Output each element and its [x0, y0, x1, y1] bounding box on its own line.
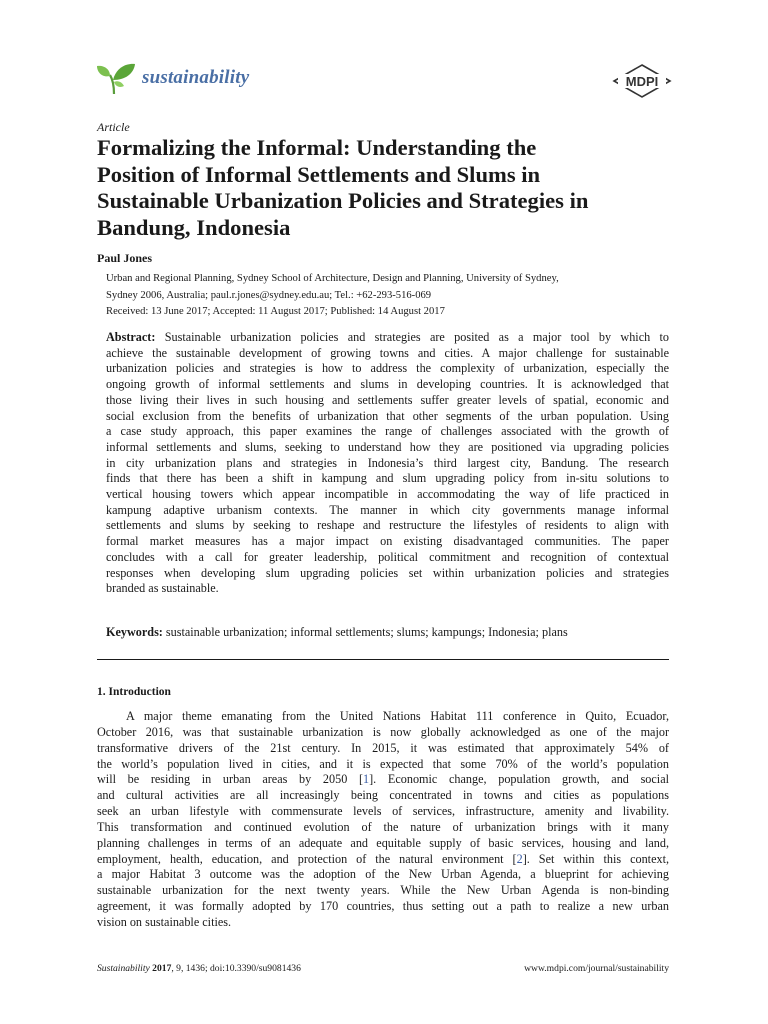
body-line: A major theme emanating from the United Nations Habitat 111 conference in Quito, Ecuador, — [126, 709, 669, 723]
footer-year: 2017 — [152, 963, 172, 974]
body-line: This transformation and continued evolution of the nature of urbanization brings with it many — [97, 819, 669, 834]
introduction-body — [97, 709, 669, 931]
body-line: a major Habitat 3 outcome was the adoption of the New Urban Agenda, a blueprint for achieving — [97, 867, 669, 882]
abstract-line: branded as sustainable. — [106, 581, 219, 596]
abstract-line: social exclusion from the benefits of urbanization that other segments of the urban population. Using — [106, 408, 669, 423]
leaf-sprout-icon — [96, 60, 136, 96]
section-heading: 1. Introduction — [97, 686, 171, 698]
title-line: Bandung, Indonesia — [97, 214, 291, 240]
abstract — [106, 330, 669, 597]
footer-citation — [97, 963, 301, 974]
body-line: and cultural activities are all increasingly being concentrated in towns and cities as populations — [97, 788, 669, 803]
body-line — [97, 772, 669, 788]
title-line: Formalizing the Informal: Understanding the — [97, 135, 537, 160]
affiliation-line: Sydney 2006, Australia; paul.r.jones@sydney.edu.au; Tel.: +62-293-516-069 — [106, 290, 432, 301]
keywords — [106, 625, 669, 640]
abstract-line — [106, 330, 669, 346]
article-title — [97, 135, 677, 241]
abstract-line: concludes with a call for greater leadership, political commitment and recognition of contextual — [106, 549, 669, 564]
abstract-line: settlements and slums by seeking to reshape and restructure the lifestyles of residents to align with — [106, 518, 669, 533]
journal-name: sustainability — [142, 67, 250, 88]
keywords-text: sustainable urbanization; informal settlements; slums; kampungs; Indonesia; plans — [162, 625, 568, 639]
abstract-line: achieve the sustainable development of growing towns and cities. A major challenge for sustainable — [106, 345, 669, 360]
abstract-line: a case study approach, this paper examines the range of challenges associated with the growth of — [106, 424, 669, 439]
abstract-text: Sustainable urbanization policies and strategies are posited as a major tool by which to — [155, 330, 669, 344]
footer-url[interactable]: www.mdpi.com/journal/sustainability — [524, 963, 669, 974]
abstract-line: those living their lives in such housing and settlements suffer greater levels of spatial, economic and — [106, 392, 669, 407]
mdpi-logo — [612, 64, 672, 98]
body-line: vision on sustainable cities. — [97, 914, 232, 929]
abstract-line: urbanization policies and strategies is how to address the complexity of urbanization, especially the — [106, 361, 669, 376]
body-line: October 2016, was that sustainable urbanization is now globally acknowledged as one of the major — [97, 724, 669, 739]
abstract-line: in city urbanization plans and strategies in Indonesia’s third largest city, Bandung. The research — [106, 455, 669, 470]
keywords-label: Keywords: — [106, 625, 163, 639]
abstract-line: kampung adaptive urbanism contexts. The manner in which city governments manage informal — [106, 502, 669, 517]
body-line: seek an urban lifestyle with commensurate levels of services, infrastructure, amenity and livability. — [97, 804, 669, 819]
body-line — [97, 852, 669, 868]
abstract-line: informal settlements and slums, seeking to understand how they are positioned via upgrading policies — [106, 439, 669, 454]
body-line: agreement, it was formally adopted by 170 countries, thus setting out a path to realize a new urban — [97, 899, 669, 914]
abstract-line: finds that there has been a shift in kampung and slum upgrading policy from in-situ solutions to — [106, 471, 669, 486]
title-line: Position of Informal Settlements and Slums in — [97, 161, 541, 187]
footer-citation-rest: , 9, 1436; doi:10.3390/su9081436 — [171, 963, 301, 974]
publisher-name: MDPI — [625, 74, 659, 89]
body-line: transformative drivers of the 21st century. In 2015, it was estimated that approximately 54% of — [97, 740, 669, 755]
body-line: sustainable urbanization for the next twenty years. While the New Urban Agenda is non-binding — [97, 883, 669, 898]
abstract-label: Abstract: — [106, 330, 156, 344]
journal-logo — [96, 60, 249, 96]
affiliation-line: Urban and Regional Planning, Sydney School of Architecture, Design and Planning, University of Sydney, — [106, 273, 559, 284]
citation-link[interactable]: 2 — [516, 851, 523, 866]
body-text-segment: ]. Set within this context, — [522, 851, 670, 866]
body-text-segment: will be residing in urban areas by 2050 [ — [97, 772, 364, 787]
abstract-line: ongoing growth of informal settlements and slums in developing countries. It is acknowledged that — [106, 377, 669, 392]
body-line: planning challenges in terms of an adequate and equitable supply of basic services, housing and land, — [97, 835, 669, 850]
affiliation — [106, 270, 676, 304]
section-divider — [97, 659, 669, 660]
abstract-line: formal market measures has a major impact on existing disadvantaged communities. The paper — [106, 534, 669, 549]
abstract-line: responses when developing slum upgrading policies set within urbanization policies and strategies — [106, 565, 669, 580]
publication-dates: Received: 13 June 2017; Accepted: 11 August 2017; Published: 14 August 2017 — [106, 306, 445, 317]
citation-link[interactable]: 1 — [363, 772, 370, 787]
body-text-segment: employment, health, education, and protection of the natural environment [ — [97, 851, 517, 866]
abstract-line: vertical housing towers which appear incompatible in accommodating the way of life practiced in — [106, 487, 669, 502]
author-name: Paul Jones — [97, 251, 153, 265]
body-text-segment: ]. Economic change, population growth, and social — [369, 772, 669, 787]
article-type: Article — [97, 120, 130, 134]
body-line: the world’s population lived in cities, and it is expected that some 70% of the world’s population — [97, 756, 669, 771]
footer-journal: Sustainability — [97, 963, 150, 974]
title-line: Sustainable Urbanization Policies and Strategies in — [97, 188, 589, 213]
